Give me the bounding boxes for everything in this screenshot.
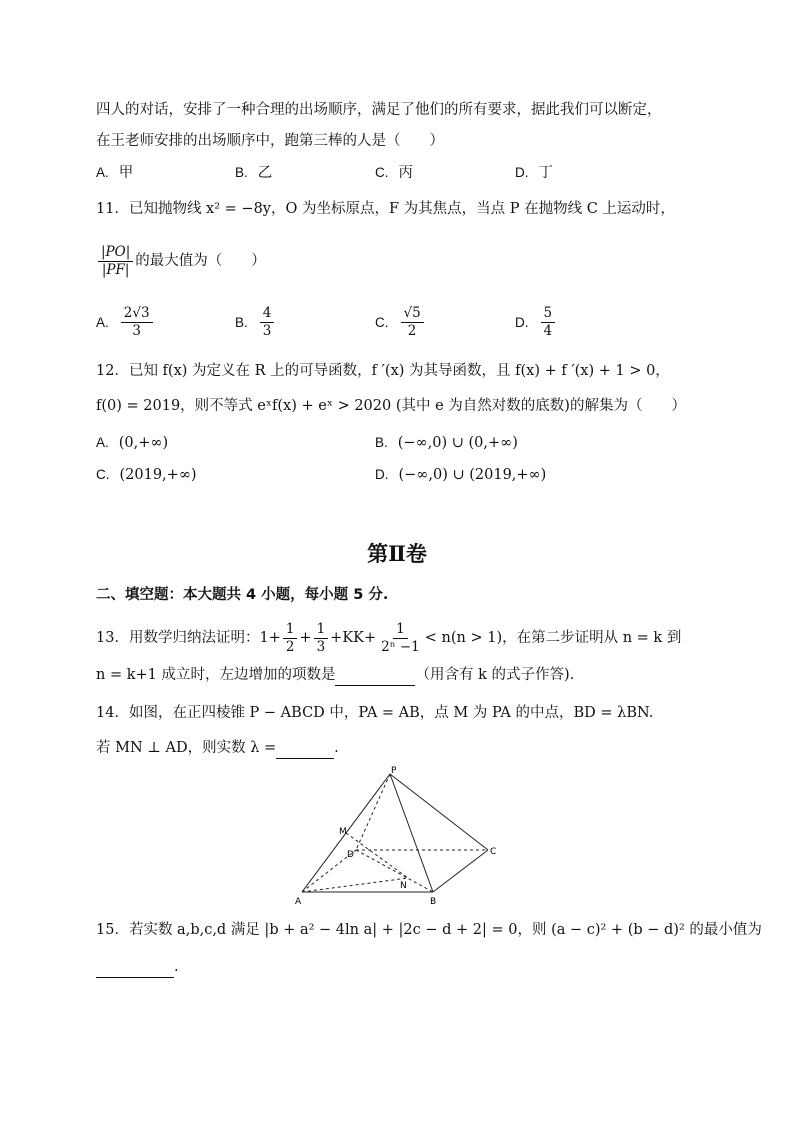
q12-text-line1: 12．已知 f(x) 为定义在 R 上的可导函数，f ′(x) 为其导函数，且 f(x) + f ′(x) + 1 > 0，	[96, 363, 670, 379]
edge-pc	[390, 774, 488, 850]
q10-option-b: B. 乙	[235, 165, 273, 181]
label-m: M	[339, 827, 347, 837]
label-b: B	[430, 897, 437, 907]
q13-answer-blank[interactable]	[335, 665, 415, 686]
q11-option-c: C. $\frac{√5}{2}$	[375, 305, 426, 340]
q15-answer-blank[interactable]	[96, 957, 174, 978]
q12-text-line2: f(0) = 2019，则不等式 eˣf(x) + eˣ > 2020 (其中 e 为自然对数的底数)的解集为（ ）	[96, 398, 686, 414]
q14-text-line2: 若 MN ⊥ AD，则实数 λ = .	[96, 738, 339, 759]
q10-text-line2: 在王老师安排的出场顺序中，跑第三棒的人是（ ）	[96, 133, 444, 149]
q14-answer-blank[interactable]	[276, 738, 334, 759]
q15-text-line1: 15．若实数 a,b,c,d 满足 |b + a² − 4ln a| + |2c − d + 2| = 0，则 (a − c)² + (b − d)² 的最小值为	[96, 922, 762, 938]
q12-option-a: A. (0,+∞)	[96, 435, 169, 451]
q10-text-line1: 四人的对话，安排了一种合理的出场顺序，满足了他们的所有要求，据此我们可以断定，	[96, 102, 662, 118]
section-title: 第Ⅱ卷	[367, 541, 427, 566]
q12-option-c: C. (2019,+∞)	[96, 467, 197, 483]
q11-option-a: A. $\frac{2√3}{3}$	[96, 305, 155, 340]
q11-text-line1: 11．已知抛物线 x² = −8y，O 为坐标原点，F 为其焦点，当点 P 在抛物线 C 上运动时，	[96, 201, 675, 217]
part-title: 二、填空题：本大题共 4 小题，每小题 5 分.	[96, 587, 389, 603]
q13-text-line2: n = k+1 成立时，左边增加的项数是 （用含有 k 的式子作答).	[96, 665, 574, 686]
edge-pb	[390, 774, 433, 892]
label-c: C	[490, 847, 497, 857]
q10-option-c: C. 丙	[375, 165, 413, 181]
q10-option-a: A. 甲	[96, 165, 134, 181]
segment-mn	[346, 833, 408, 878]
label-n: N	[400, 881, 407, 891]
q14-text-line1: 14．如图，在正四棱锥 P − ABCD 中，PA = AB，点 M 为 PA 的中点，BD = λBN.	[96, 705, 654, 721]
q11-option-b: B. $\frac{4}{3}$	[235, 305, 276, 340]
q15-text-line2: .	[96, 957, 179, 978]
q12-option-b: B. (−∞,0) ∪ (0,+∞)	[375, 435, 518, 451]
label-a: A	[295, 897, 302, 907]
edge-bc	[433, 850, 488, 892]
q12-option-d: D. (−∞,0) ∪ (2019,+∞)	[375, 467, 547, 483]
pyramid-figure	[290, 762, 510, 910]
q10-option-d: D. 丁	[515, 165, 553, 181]
label-p: P	[391, 766, 397, 776]
q11-ratio-fraction: $\frac{|PO|}{|PF|}$	[98, 244, 133, 279]
q13-text-line1: 13．用数学归纳法证明：1+ $\frac{1}{2}$ + $\frac{1}{3}$ +KK+ $\frac{1}{\text{2ⁿ −1}}$ < n(n > 1)，在第二步证明从 n = k 到	[96, 620, 682, 655]
q11-text-line2: $\frac{|PO|}{|PF|}$ 的最大值为（ ）	[96, 243, 266, 279]
q11-option-d: D. $\frac{5}{4}$	[515, 305, 557, 340]
label-d: D	[347, 850, 354, 860]
diagonal-bd	[356, 850, 433, 892]
